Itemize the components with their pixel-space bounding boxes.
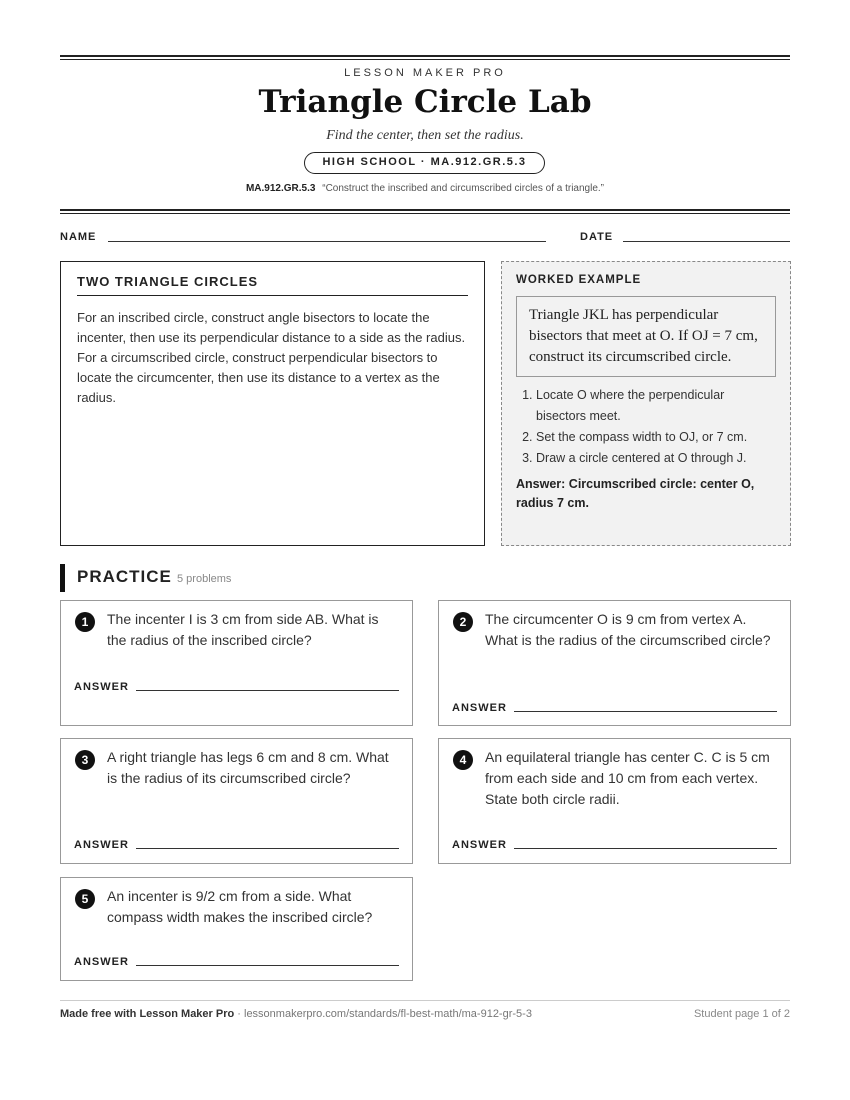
date-field[interactable] — [623, 241, 790, 242]
standard-text: “Construct the inscribed and circumscribed circles of a triangle.” — [322, 183, 605, 194]
practice-count: 5 problems — [177, 573, 232, 585]
answer-label: ANSWER — [74, 839, 129, 851]
answer-field[interactable] — [514, 848, 777, 849]
answer-field[interactable] — [514, 711, 777, 712]
problem-text: An incenter is 9/2 cm from a side. What compass width makes the inscribed circle? — [107, 888, 373, 925]
header-bottom-rule — [60, 209, 790, 211]
answer-label: ANSWER — [74, 681, 129, 693]
practice-accent-bar — [60, 564, 65, 592]
footer-made-with: Made free with Lesson Maker Pro — [60, 1008, 235, 1020]
grade-standard-badge: HIGH SCHOOL · MA.912.GR.5.3 — [304, 152, 545, 174]
footer-credit — [60, 1008, 532, 1020]
problem-text: The incenter I is 3 cm from side AB. What is the radius of the inscribed circle? — [107, 611, 379, 648]
practice-title: PRACTICE — [77, 567, 172, 586]
problem-text: The circumcenter O is 9 cm from vertex A. What is the radius of the circumscribed circle? — [485, 611, 771, 648]
problem-text: An equilateral triangle has center C. C is 5 cm from each side and 10 cm from each vertex. State both circle radii. — [485, 749, 770, 807]
worked-example-step: 3. Draw a circle centered at O through J. — [536, 448, 776, 469]
concept-heading: TWO TRIANGLE CIRCLES — [77, 274, 468, 296]
concept-box — [60, 261, 485, 546]
answer-label: ANSWER — [74, 956, 129, 968]
footer-url[interactable]: · lessonmakerpro.com/standards/fl-best-math/ma-912-gr-5-3 — [234, 1008, 532, 1020]
worked-example-steps — [516, 385, 776, 469]
footer-rule — [60, 1000, 790, 1001]
brand-name: LESSON MAKER PRO — [344, 67, 506, 79]
standard-code: MA.912.GR.5.3 — [245, 183, 316, 194]
answer-field[interactable] — [136, 965, 399, 966]
name-field[interactable] — [108, 241, 546, 242]
problem-card — [60, 738, 413, 864]
answer-field[interactable] — [136, 690, 399, 691]
page-subtitle: Find the center, then set the radius. — [326, 128, 524, 143]
problem-number: 2 — [453, 612, 473, 632]
problem-number: 1 — [75, 612, 95, 632]
worked-example-box — [501, 261, 791, 546]
name-label: NAME — [60, 231, 97, 243]
problem-number: 5 — [75, 889, 95, 909]
footer-page-number: Student page 1 of 2 — [693, 1008, 790, 1020]
problem-card — [60, 600, 413, 726]
problem-card — [438, 600, 791, 726]
problem-number: 4 — [453, 750, 473, 770]
page-title: Triangle Circle Lab — [258, 84, 592, 120]
problem-text: A right triangle has legs 6 cm and 8 cm. What is the radius of its circumscribed circle? — [107, 749, 389, 786]
standard-line — [0, 183, 850, 194]
problem-card — [60, 877, 413, 981]
header-top-rule — [60, 55, 790, 57]
worked-example-prompt: Triangle JKL has perpendicular bisectors that meet at O. If OJ = 7 cm, construct its circumscribed circle. — [516, 296, 776, 377]
worked-example-step: 2. Set the compass width to OJ, or 7 cm. — [536, 427, 776, 448]
problem-number: 3 — [75, 750, 95, 770]
worked-example-heading: WORKED EXAMPLE — [516, 274, 642, 286]
answer-field[interactable] — [136, 848, 399, 849]
worked-example-step: 1. Locate O where the perpendicular bisectors meet. — [536, 385, 776, 427]
answer-label: ANSWER — [452, 702, 507, 714]
problem-card — [438, 738, 791, 864]
answer-label: ANSWER — [452, 839, 507, 851]
worked-example-answer: Answer: Circumscribed circle: center O, radius 7 cm. — [516, 477, 755, 510]
date-label: DATE — [580, 231, 614, 243]
concept-body: For an inscribed circle, construct angle bisectors to locate the incenter, then use its perpendicular distance to a side as the radius. For a circumscribed circle, construct perpendicular bisectors to locate the circumcenter, then use its distance to a vertex as the radius. — [77, 310, 466, 405]
